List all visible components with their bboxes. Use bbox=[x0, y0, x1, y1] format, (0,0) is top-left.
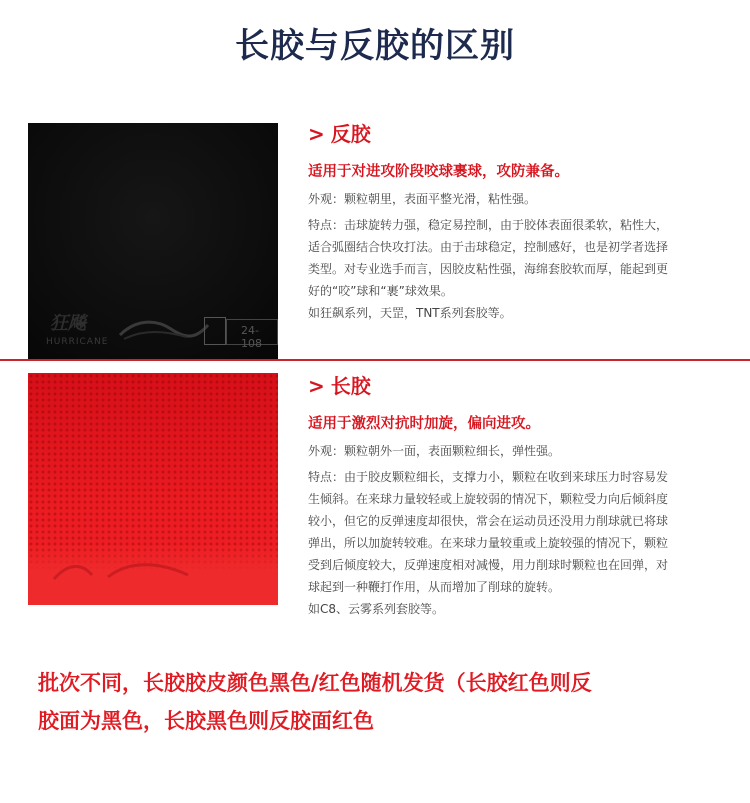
chevron-right-icon: > bbox=[308, 122, 325, 146]
features-line: 特点：击球旋转力强，稳定易控制，由于胶体表面很柔软，粘性大， bbox=[308, 218, 669, 232]
features-line: 球起到一种鞭打作用，从而增加了削球的旋转。 bbox=[308, 580, 561, 594]
features-line: 弹出，所以加旋转较难。在来球力量较重或上旋较强的情况下，颗粒 bbox=[308, 536, 669, 550]
features-line: 较小，但它的反弹速度却很快，常会在运动员还没用力削球就已将球 bbox=[308, 514, 669, 528]
appearance-text: 外观：颗粒朝里，表面平整光滑，粘性强。 bbox=[308, 192, 537, 206]
footer-line: 批次不同，长胶胶皮颜色黑色/红色随机发货（长胶红色则反 bbox=[38, 671, 592, 695]
logo-script-text: 狂飚 bbox=[50, 313, 86, 334]
footer-notice bbox=[38, 664, 738, 740]
faded-logo-icon bbox=[48, 555, 198, 589]
features-line: 好的“咬”球和“裹”球效果。 bbox=[308, 284, 453, 298]
model-code-text: 24-108 bbox=[241, 324, 262, 350]
examples-text: 如狂飙系列，天罡，TNT系列套胶等。 bbox=[308, 306, 512, 320]
section-body bbox=[308, 440, 738, 620]
features-line: 适合弧圈结合快攻打法。由于击球稳定，控制感好，也是初学者选择 bbox=[308, 240, 669, 254]
features-line: 生倾斜。在来球力量较轻或上旋较弱的情况下，颗粒受力向后倾斜度 bbox=[308, 492, 669, 506]
examples-text: 如C8、云雾系列套胶等。 bbox=[308, 602, 445, 616]
section-heading-text: 长胶 bbox=[330, 374, 371, 398]
appearance-text: 外观：颗粒朝外一面，表面颗粒细长，弹性强。 bbox=[308, 444, 561, 458]
section-heading bbox=[308, 118, 738, 150]
section-heading bbox=[308, 370, 738, 402]
logo-wave-icon bbox=[116, 317, 211, 343]
red-rubber-image bbox=[28, 373, 278, 605]
section-heading-text: 反胶 bbox=[330, 122, 371, 146]
ittf-stamp-icon bbox=[204, 317, 226, 345]
section-subtitle: 适用于对进攻阶段咬球裹球，攻防兼备。 bbox=[308, 164, 569, 180]
model-code-box bbox=[226, 319, 278, 350]
page-title: 长胶与反胶的区别 bbox=[235, 26, 515, 66]
rubber-logo bbox=[36, 313, 270, 349]
footer-line: 胶面为黑色，长胶黑色则反胶面红色 bbox=[38, 709, 374, 733]
features-paragraph bbox=[308, 214, 738, 302]
section-subtitle: 适用于激烈对抗时加旋，偏向进攻。 bbox=[308, 416, 540, 432]
section-fanjiao bbox=[308, 118, 738, 324]
chevron-right-icon: > bbox=[308, 374, 325, 398]
section-body bbox=[308, 188, 738, 324]
features-line: 受到后倾度较大，反弹速度相对减慢，用力削球时颗粒也在回弹，对 bbox=[308, 558, 669, 572]
features-line: 类型。对专业选手而言，因胶皮粘性强，海绵套胶软而厚，能起到更 bbox=[308, 262, 669, 276]
features-line: 特点：由于胶皮颗粒细长，支撑力小，颗粒在收到来球压力时容易发 bbox=[308, 470, 669, 484]
features-paragraph bbox=[308, 466, 738, 598]
black-rubber-image bbox=[28, 123, 278, 359]
logo-brand-text: HURRICANE bbox=[46, 337, 109, 347]
section-divider bbox=[0, 359, 750, 361]
section-changjiao bbox=[308, 370, 738, 620]
